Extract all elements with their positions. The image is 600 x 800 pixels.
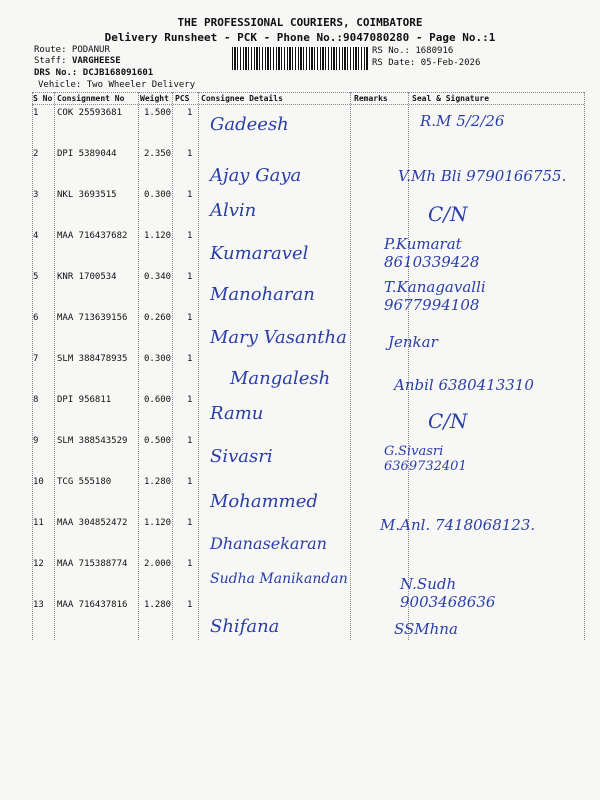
row-pcs: 1 bbox=[187, 600, 193, 610]
consignee-handwriting: Dhanasekaran bbox=[210, 534, 327, 553]
row-sno: 7 bbox=[33, 354, 39, 364]
row-sno: 2 bbox=[33, 149, 39, 159]
row-sno: 9 bbox=[33, 436, 39, 446]
row-weight: 0.340 bbox=[144, 272, 172, 282]
row-sno: 1 bbox=[33, 108, 39, 118]
row-weight: 1.120 bbox=[144, 518, 172, 528]
staff-info: Staff: VARGHEESE bbox=[34, 56, 121, 66]
table-row bbox=[0, 391, 600, 432]
row-pcs: 1 bbox=[187, 231, 193, 241]
signature-handwriting: G.Sivasri 6369732401 bbox=[384, 444, 467, 474]
table-row bbox=[0, 473, 600, 514]
col-sno: S No bbox=[33, 94, 53, 103]
consignee-handwriting: Mary Vasantha bbox=[210, 327, 347, 348]
route-info: Route: PODANUR bbox=[34, 45, 110, 55]
signature-handwriting: Anbil 6380413310 bbox=[394, 376, 534, 394]
signature-handwriting: P.Kumarat 8610339428 bbox=[384, 235, 480, 271]
row-consignment: DPI 956811 bbox=[57, 395, 112, 405]
row-sno: 4 bbox=[33, 231, 39, 241]
col-consignee: Consignee Details bbox=[201, 94, 283, 103]
row-pcs: 1 bbox=[187, 149, 193, 159]
row-consignment: KNR 1700534 bbox=[57, 272, 117, 282]
barcode bbox=[232, 47, 368, 70]
row-pcs: 1 bbox=[187, 436, 193, 446]
table-row bbox=[0, 350, 600, 394]
row-consignment: MAA 715388774 bbox=[57, 559, 128, 569]
consignee-handwriting: Ramu bbox=[210, 403, 264, 424]
consignee-handwriting: Sivasri bbox=[210, 446, 273, 467]
row-consignment: NKL 3693515 bbox=[57, 190, 117, 200]
row-weight: 0.500 bbox=[144, 436, 172, 446]
consignee-handwriting: Kumaravel bbox=[210, 243, 309, 264]
row-weight: 1.280 bbox=[144, 600, 172, 610]
consignee-handwriting: Gadeesh bbox=[210, 114, 289, 135]
row-consignment: MAA 716437816 bbox=[57, 600, 128, 610]
row-sno: 8 bbox=[33, 395, 39, 405]
row-pcs: 1 bbox=[187, 190, 193, 200]
row-consignment: MAA 713639156 bbox=[57, 313, 128, 323]
col-seal-signature: Seal & Signature bbox=[412, 94, 490, 103]
company-title: THE PROFESSIONAL COURIERS, COIMBATORE bbox=[177, 16, 423, 29]
col-pcs: PCS bbox=[175, 94, 190, 103]
rs-number: RS No.: 1680916 bbox=[372, 46, 454, 56]
consignee-handwriting: Ajay Gaya bbox=[210, 165, 302, 186]
consignee-handwriting: Sudha Manikandan bbox=[210, 571, 348, 587]
row-pcs: 1 bbox=[187, 477, 193, 487]
runsheet-subtitle: Delivery Runsheet - PCK - Phone No.:9047080280 - Page No.:1 bbox=[104, 31, 496, 44]
row-consignment: MAA 716437682 bbox=[57, 231, 128, 241]
signature-handwriting: R.M 5/2/26 bbox=[420, 112, 505, 130]
row-weight: 0.300 bbox=[144, 354, 172, 364]
signature-handwriting: V.Mh Bli 9790166755. bbox=[398, 167, 567, 185]
signature-handwriting: C/N bbox=[428, 202, 468, 226]
row-pcs: 1 bbox=[187, 108, 193, 118]
table-row bbox=[0, 309, 600, 350]
row-weight: 1.500 bbox=[144, 108, 172, 118]
drs-info: DRS No.: DCJB168091601 bbox=[34, 68, 154, 78]
vehicle-info: Vehicle: Two Wheeler Delivery bbox=[38, 80, 196, 90]
row-sno: 11 bbox=[33, 518, 44, 528]
row-consignment: DPI 5389044 bbox=[57, 149, 117, 159]
row-pcs: 1 bbox=[187, 559, 193, 569]
row-sno: 3 bbox=[33, 190, 39, 200]
row-sno: 12 bbox=[33, 559, 44, 569]
row-consignment: MAA 304852472 bbox=[57, 518, 128, 528]
row-sno: 6 bbox=[33, 313, 39, 323]
row-consignment: COK 25593681 bbox=[57, 108, 123, 118]
row-pcs: 1 bbox=[187, 395, 193, 405]
table-row bbox=[0, 432, 600, 473]
row-pcs: 1 bbox=[187, 313, 193, 323]
consignee-handwriting: Shifana bbox=[210, 616, 280, 637]
row-consignment: TCG 555180 bbox=[57, 477, 112, 487]
grid-line bbox=[32, 92, 584, 93]
row-weight: 0.260 bbox=[144, 313, 172, 323]
col-consignment: Consignment No bbox=[57, 94, 125, 103]
consignee-handwriting: Manoharan bbox=[210, 284, 315, 305]
signature-handwriting: Jenkar bbox=[388, 333, 438, 351]
table-row bbox=[0, 145, 600, 186]
signature-handwriting: C/N bbox=[428, 409, 468, 433]
signature-handwriting: M.Anl. 7418068123. bbox=[380, 516, 536, 534]
row-pcs: 1 bbox=[187, 518, 193, 528]
table-row bbox=[0, 596, 600, 637]
table-row bbox=[0, 227, 600, 271]
row-consignment: SLM 388478935 bbox=[57, 354, 128, 364]
signature-handwriting: T.Kanagavalli 9677994108 bbox=[384, 278, 486, 314]
row-weight: 2.350 bbox=[144, 149, 172, 159]
row-sno: 10 bbox=[33, 477, 44, 487]
table-row bbox=[0, 268, 600, 314]
row-sno: 5 bbox=[33, 272, 39, 282]
consignee-handwriting: Mohammed bbox=[210, 491, 318, 512]
consignee-handwriting: Alvin bbox=[210, 200, 257, 221]
col-weight: Weight bbox=[140, 94, 169, 103]
row-pcs: 1 bbox=[187, 272, 193, 282]
row-pcs: 1 bbox=[187, 354, 193, 364]
row-weight: 0.300 bbox=[144, 190, 172, 200]
row-weight: 1.120 bbox=[144, 231, 172, 241]
table-row bbox=[0, 104, 600, 145]
row-sno: 13 bbox=[33, 600, 44, 610]
signature-handwriting: N.Sudh 9003468636 bbox=[400, 575, 496, 611]
rs-date: RS Date: 05-Feb-2026 bbox=[372, 58, 481, 68]
table-row bbox=[0, 186, 600, 227]
row-weight: 0.600 bbox=[144, 395, 172, 405]
row-weight: 2.000 bbox=[144, 559, 172, 569]
row-consignment: SLM 388543529 bbox=[57, 436, 128, 446]
row-weight: 1.280 bbox=[144, 477, 172, 487]
signature-handwriting: SSMhna bbox=[394, 620, 458, 638]
col-remarks: Remarks bbox=[354, 94, 388, 103]
table-row bbox=[0, 514, 600, 555]
consignee-handwriting: Mangalesh bbox=[230, 368, 331, 389]
